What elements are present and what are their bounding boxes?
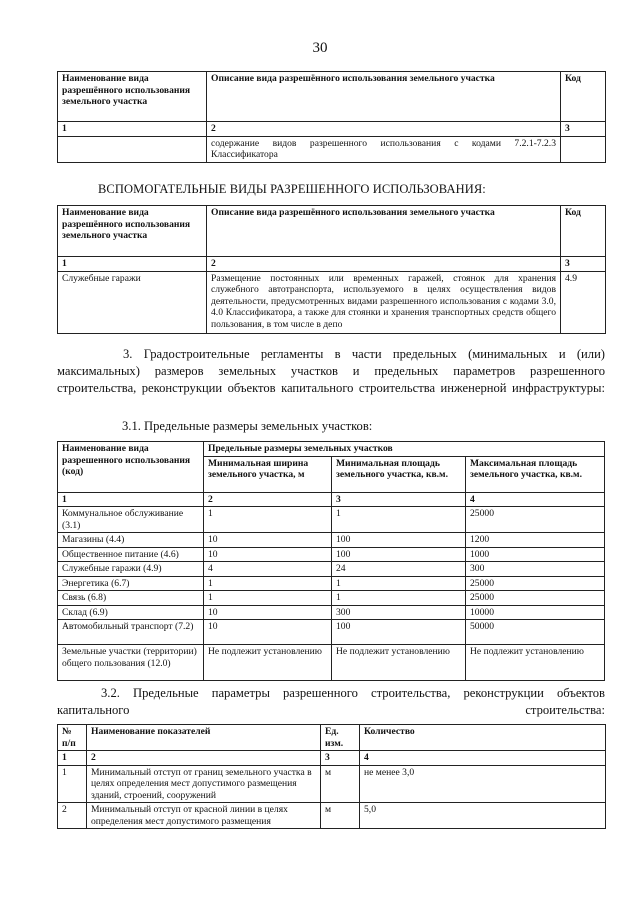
col-header-max-area: Максимальная площадь земельного участка, кв.м. xyxy=(466,456,605,492)
table-row xyxy=(58,605,605,620)
cell: 5,0 xyxy=(360,803,606,829)
section-3-2-text: 3.2. Предельные параметры разрешенного строительства, реконструкции объектов капитального строительства: xyxy=(57,686,605,717)
col-num: 2 xyxy=(204,492,332,507)
table-row xyxy=(58,136,606,162)
cell: 10 xyxy=(204,547,332,562)
col-num: 3 xyxy=(332,492,466,507)
col-num: 1 xyxy=(58,492,204,507)
land-plot-sizes-table xyxy=(57,441,605,681)
col-header-quantity: Количество xyxy=(360,725,606,751)
col-header-code: Код xyxy=(561,72,606,122)
cell: 25000 xyxy=(466,591,605,606)
cell: Энергетика (6.7) xyxy=(58,576,204,591)
cell: Не подлежит установлению xyxy=(204,645,332,681)
col-num: 2 xyxy=(207,122,561,137)
cell: 24 xyxy=(332,562,466,577)
cell: 10 xyxy=(204,533,332,548)
table-row xyxy=(58,620,605,645)
construction-params-table xyxy=(57,724,606,829)
col-header-min-width: Минимальная ширина земельного участка, м xyxy=(204,456,332,492)
cell: Минимальный отступ от границ земельного участка в целях определения мест допустимого размещения зданий, строений, сооружений xyxy=(87,765,321,803)
col-header-number: № п/п xyxy=(58,725,87,751)
cell: 1 xyxy=(58,765,87,803)
table-row xyxy=(58,547,605,562)
cell: 10 xyxy=(204,605,332,620)
col-num: 4 xyxy=(360,751,606,766)
cell: 50000 xyxy=(466,620,605,645)
use-description: содержание видов разрешенного использования с кодами 7.2.1-7.2.3 Классификатора xyxy=(207,136,561,162)
cell: 1 xyxy=(332,576,466,591)
cell: 10 xyxy=(204,620,332,645)
cell: Служебные гаражи (4.9) xyxy=(58,562,204,577)
cell: 300 xyxy=(466,562,605,577)
col-num: 4 xyxy=(466,492,605,507)
cell: 10000 xyxy=(466,605,605,620)
cell: 1 xyxy=(332,591,466,606)
cell: Земельные участки (территории) общего пользования (12.0) xyxy=(58,645,204,681)
section-3-2-paragraph xyxy=(57,685,605,719)
cell: 25000 xyxy=(466,507,605,533)
col-num: 1 xyxy=(58,257,207,272)
table-row xyxy=(58,507,605,533)
use-name: Служебные гаражи xyxy=(58,271,207,333)
table-row xyxy=(58,576,605,591)
cell: 4 xyxy=(204,562,332,577)
table-row xyxy=(58,533,605,548)
cell: Магазины (4.4) xyxy=(58,533,204,548)
col-header-description: Описание вида разрешённого использования земельного участка xyxy=(207,206,561,257)
cell: 1200 xyxy=(466,533,605,548)
cell: 1 xyxy=(204,576,332,591)
col-header-indicator: Наименование показателей xyxy=(87,725,321,751)
col-num: 3 xyxy=(321,751,360,766)
col-header-description: Описание вида разрешённого использования земельного участка xyxy=(207,72,561,122)
col-num: 2 xyxy=(207,257,561,272)
cell: Общественное питание (4.6) xyxy=(58,547,204,562)
cell: 100 xyxy=(332,620,466,645)
use-code xyxy=(561,136,606,162)
cell: 100 xyxy=(332,547,466,562)
col-header-name: Наименование вида разрешённого использования земельного участка xyxy=(58,206,207,257)
col-num: 1 xyxy=(58,122,207,137)
page-number: 30 xyxy=(312,40,328,56)
use-description: Размещение постоянных или временных гаражей, стоянок для хранения служебного автотранспорта, используемого в целях осуществления видов деятельности, предусмотренных видами разрешенного использования с кодами 3.0, 4.0 Классификатора, а также для стоянки и хранения транспортных средств общего пользования, в том числе в депо xyxy=(207,271,561,333)
cell: Связь (6.8) xyxy=(58,591,204,606)
col-header-name: Наименование вида разрешенного использования (код) xyxy=(58,442,204,493)
col-header-group: Предельные размеры земельных участков xyxy=(204,442,605,457)
cell: м xyxy=(321,803,360,829)
col-header-min-area: Минимальная площадь земельного участка, кв.м. xyxy=(332,456,466,492)
table-row xyxy=(58,271,606,333)
section-3-paragraph xyxy=(57,346,605,397)
cell: Автомобильный транспорт (7.2) xyxy=(58,620,204,645)
col-num: 3 xyxy=(561,122,606,137)
cell: 1 xyxy=(332,507,466,533)
table-row xyxy=(58,803,606,829)
aux-uses-table xyxy=(57,205,606,334)
cell: Не подлежит установлению xyxy=(466,645,605,681)
cell: Не подлежит установлению xyxy=(332,645,466,681)
col-num: 3 xyxy=(561,257,606,272)
col-header-name: Наименование вида разрешённого использования земельного участка xyxy=(58,72,207,122)
cell: Минимальный отступ от красной линии в целях определения мест допустимого размещения xyxy=(87,803,321,829)
aux-uses-heading: ВСПОМОГАТЕЛЬНЫЕ ВИДЫ РАЗРЕШЕННОГО ИСПОЛЬЗОВАНИЯ: xyxy=(98,182,486,196)
cell: Склад (6.9) xyxy=(58,605,204,620)
cell: не менее 3,0 xyxy=(360,765,606,803)
cell: 25000 xyxy=(466,576,605,591)
col-num: 2 xyxy=(87,751,321,766)
cell: м xyxy=(321,765,360,803)
cell: 2 xyxy=(58,803,87,829)
table-row xyxy=(58,591,605,606)
col-header-unit: Ед. изм. xyxy=(321,725,360,751)
table-row xyxy=(58,765,606,803)
col-num: 1 xyxy=(58,751,87,766)
use-name xyxy=(58,136,207,162)
cell: 1000 xyxy=(466,547,605,562)
cell: Коммунальное обслуживание (3.1) xyxy=(58,507,204,533)
cell: 300 xyxy=(332,605,466,620)
section-3-text: 3. Градостроительные регламенты в части предельных (минимальных и (или) максимальных) размеров земельных участков и предельных параметров разрешенного строительства, реконструкции объектов капитального строительства инженерной инфраструктуры: xyxy=(57,347,605,395)
table-row xyxy=(58,562,605,577)
use-code: 4.9 xyxy=(561,271,606,333)
cell: 1 xyxy=(204,507,332,533)
cell: 100 xyxy=(332,533,466,548)
section-3-1-heading: 3.1. Предельные размеры земельных участков: xyxy=(122,419,373,433)
table-row xyxy=(58,645,605,681)
cell: 1 xyxy=(204,591,332,606)
col-header-code: Код xyxy=(561,206,606,257)
main-uses-table-continued xyxy=(57,71,606,163)
